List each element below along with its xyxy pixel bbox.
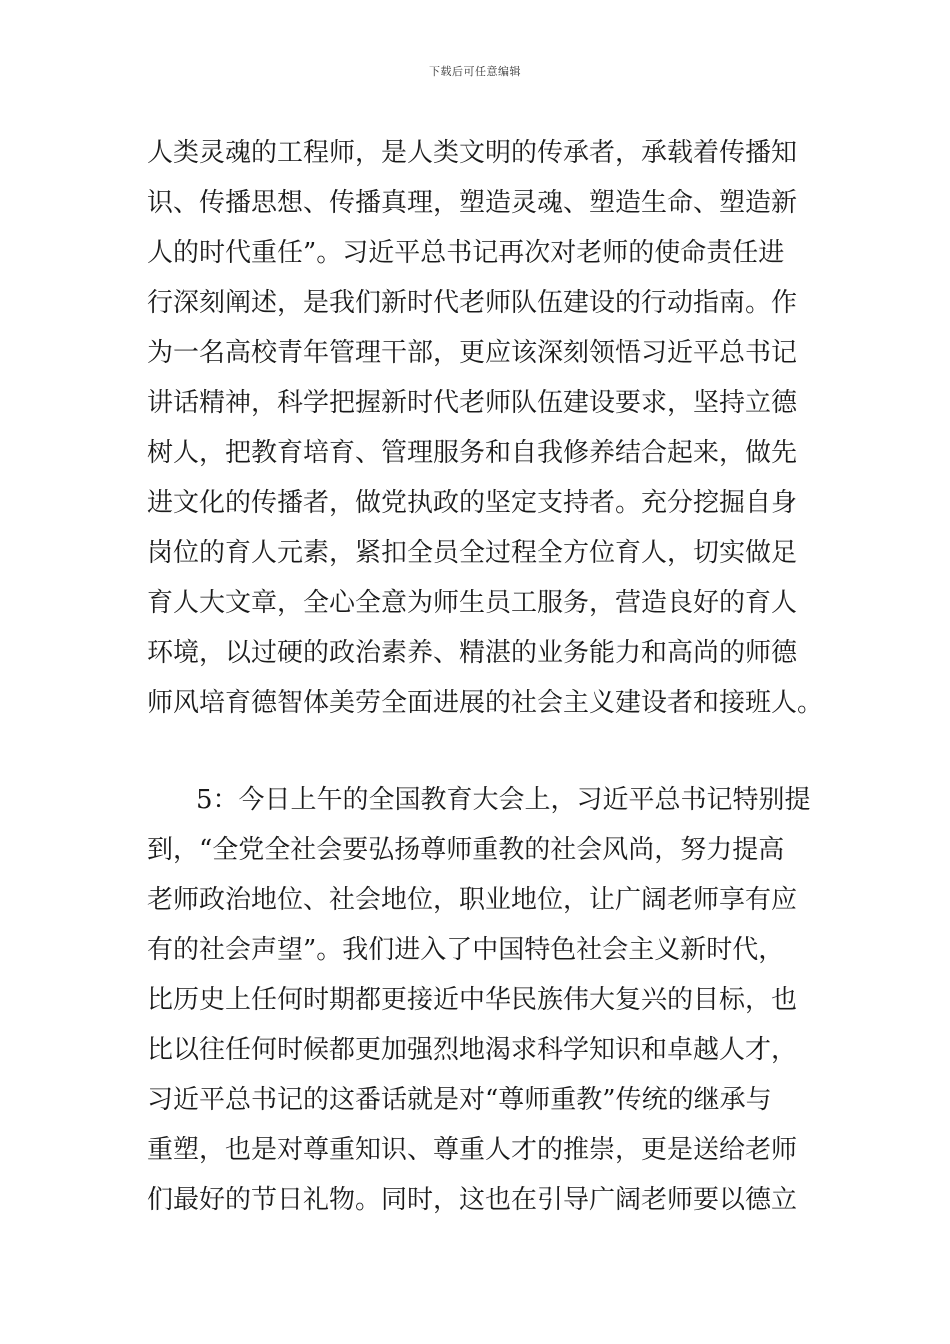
paragraph-line: 行深刻阐述，是我们新时代老师队伍建设的行动指南。作 [147,288,798,318]
paragraph-line: 比历史上任何时期都更接近中华民族伟大复兴的目标，也 [147,985,798,1015]
paragraph-line: 环境，以过硬的政治素养、精湛的业务能力和高尚的师德 [147,638,798,668]
paragraph-line: 人的时代重任”。习近平总书记再次对老师的使命责任进 [147,238,785,268]
paragraph-line: 习近平总书记的这番话就是对“尊师重教”传统的继承与 [147,1085,772,1115]
paragraph-line: 5：今日上午的全国教育大会上，习近平总书记特别提 [196,785,811,815]
paragraph-line: 讲话精神，科学把握新时代老师队伍建设要求，坚持立德 [147,388,798,418]
paragraph-line: 师风培育德智体美劳全面进展的社会主义建设者和接班人。 [147,688,824,718]
paragraph-line: 有的社会声望”。我们进入了中国特色社会主义新时代， [147,935,785,965]
paragraph-line: 人类灵魂的工程师，是人类文明的传承者，承载着传播知 [147,138,798,168]
paragraph-line: 老师政治地位、社会地位，职业地位，让广阔老师享有应 [147,885,798,915]
paragraph-line: 比以往任何时候都更加强烈地渴求科学知识和卓越人才， [147,1035,798,1065]
paragraph-line: 进文化的传播者，做党执政的坚定支持者。充分挖掘自身 [147,488,798,518]
paragraph-1 [147,128,824,728]
paragraph-line: 为一名高校青年管理干部，更应该深刻领悟习近平总书记 [147,338,798,368]
paragraph-line: 岗位的育人元素，紧扣全员全过程全方位育人，切实做足 [147,538,798,568]
paragraph-line: 识、传播思想、传播真理，塑造灵魂、塑造生命、塑造新 [147,188,798,218]
paragraph-2 [147,775,811,1225]
paragraph-line: 育人大文章，全心全意为师生员工服务，营造良好的育人 [147,588,798,618]
paragraph-line: 树人，把教育培育、管理服务和自我修养结合起来，做先 [147,438,798,468]
paragraph-line: 们最好的节日礼物。同时，这也在引导广阔老师要以德立 [147,1185,798,1215]
paragraph-line: 到，“全党全社会要弘扬尊师重教的社会风尚，努力提高 [147,835,785,865]
header-note: 下载后可任意编辑 [429,65,521,78]
paragraph-line: 重塑，也是对尊重知识、尊重人才的推崇，更是送给老师 [147,1135,798,1165]
